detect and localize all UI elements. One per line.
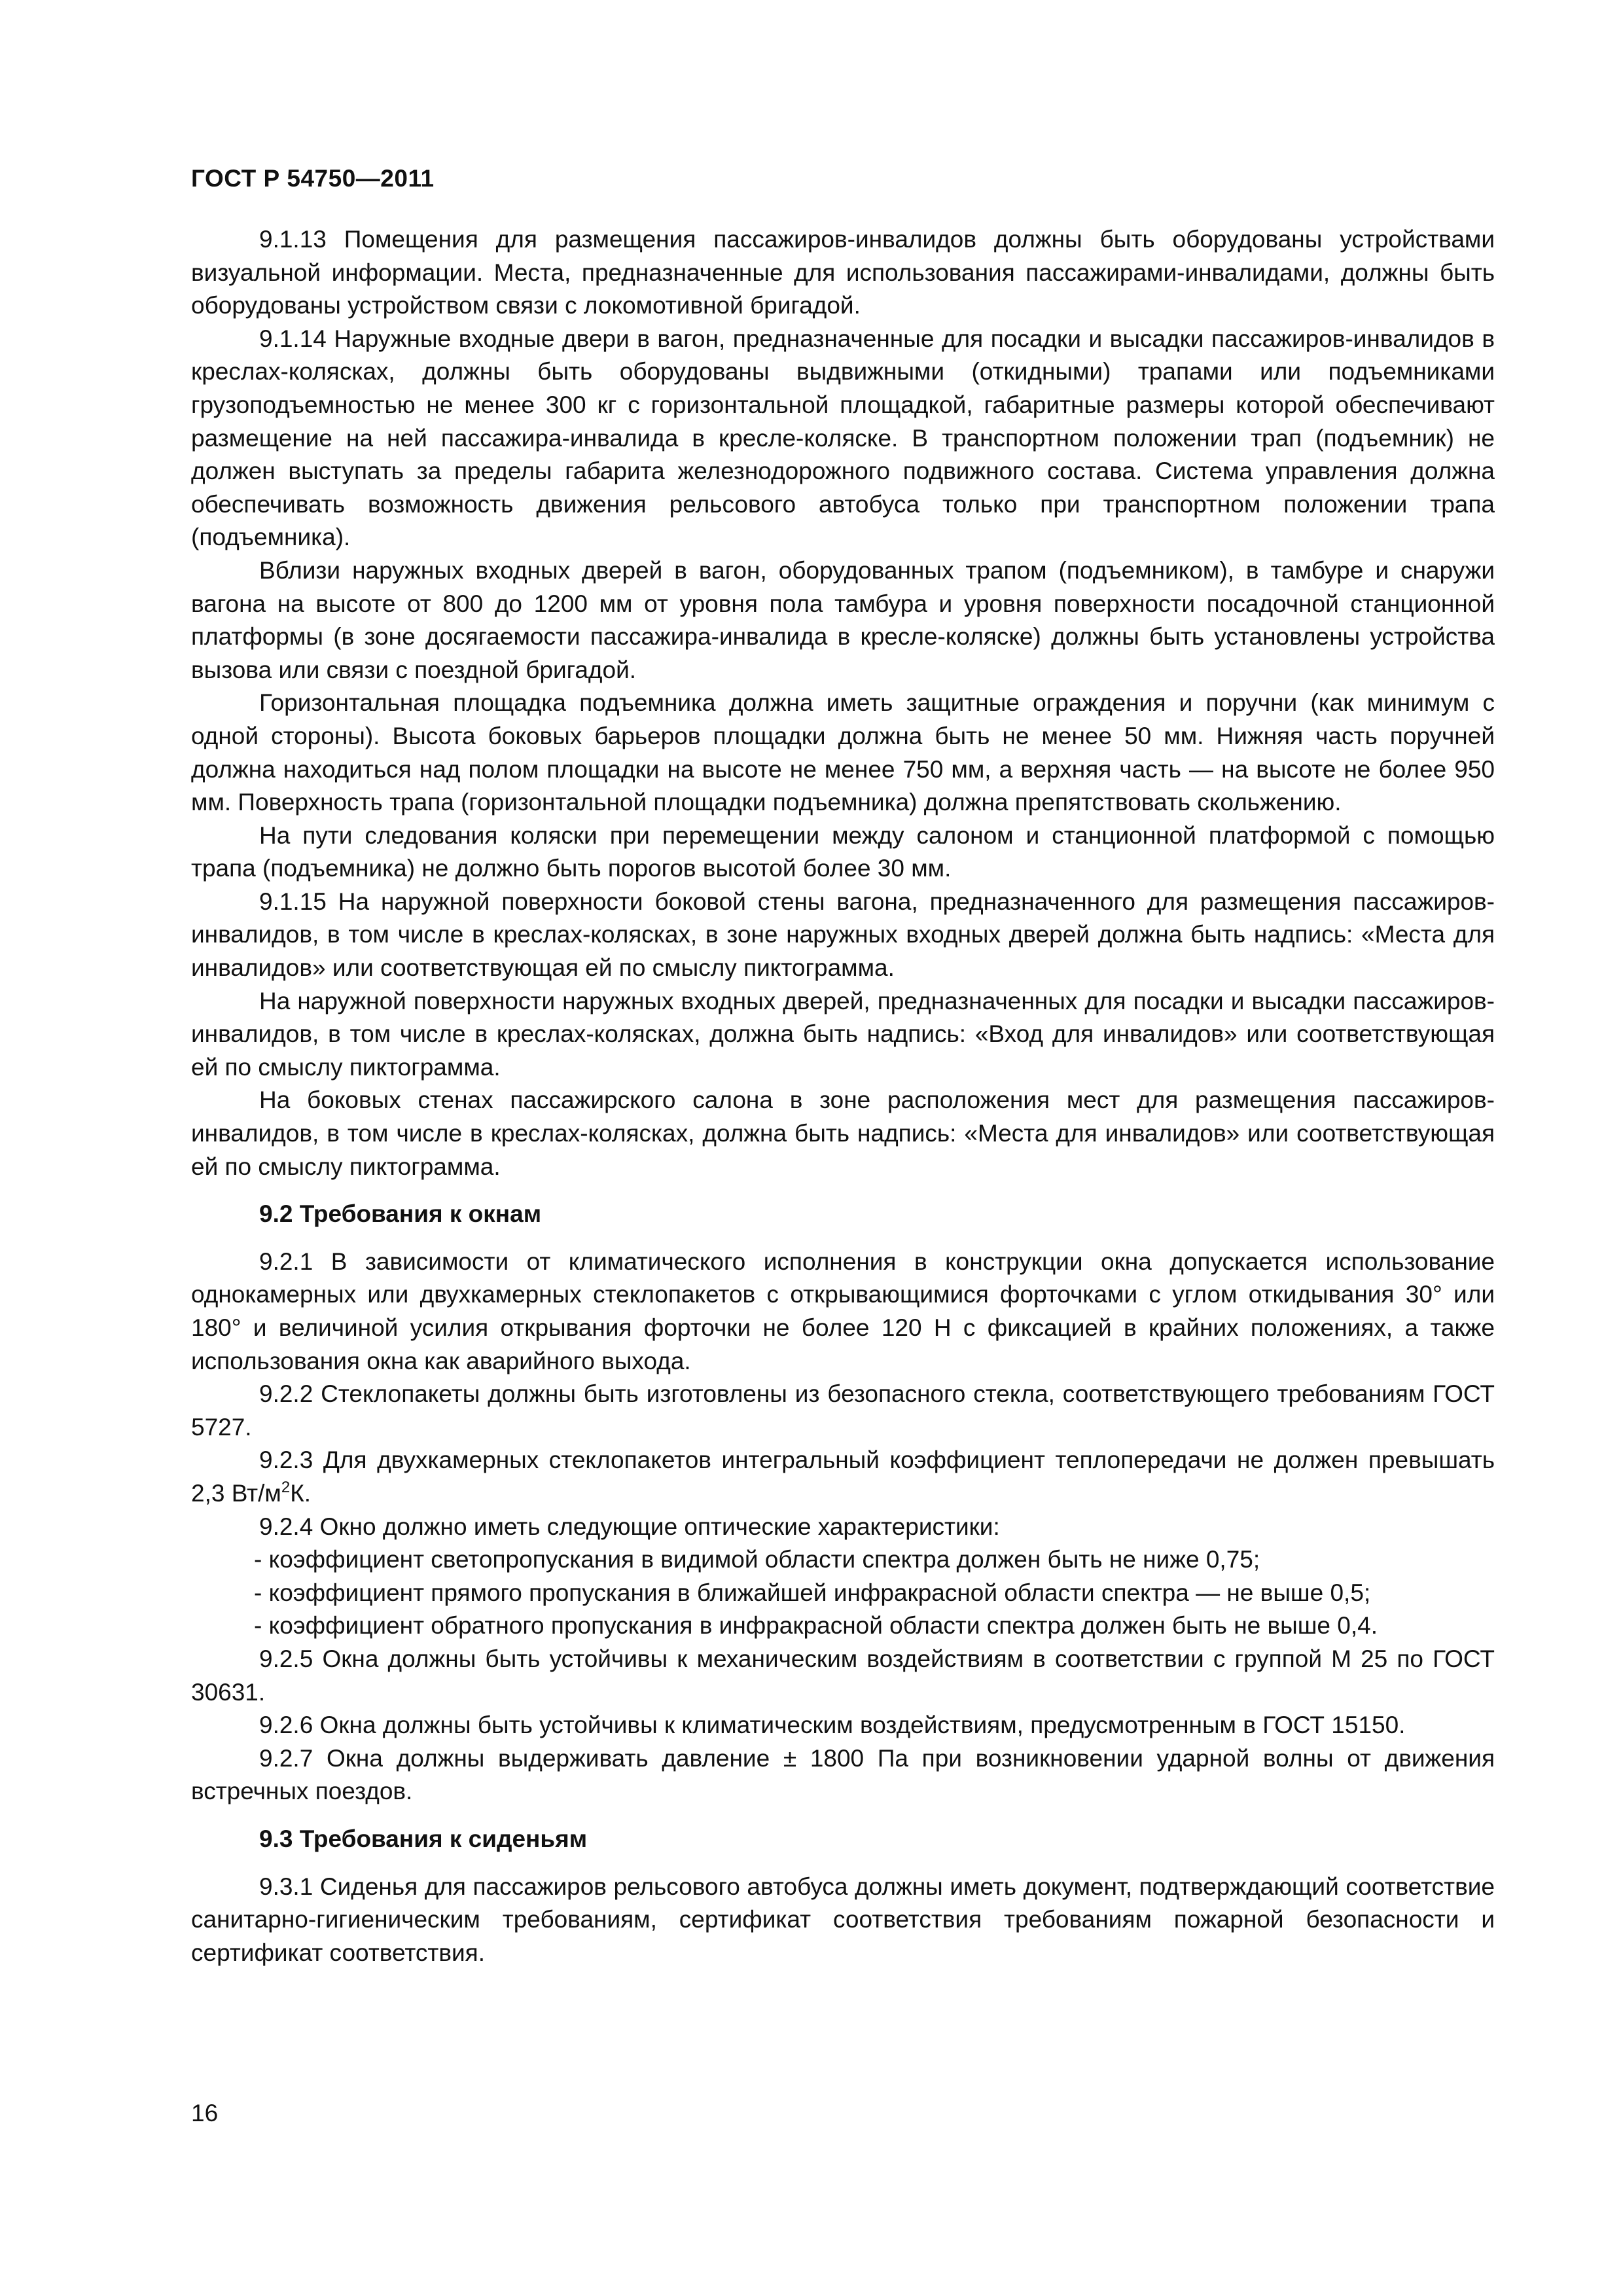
paragraph-lift-platform: Горизонтальная площадка подъемника должна иметь защитные ограждения и поручни (как минимум с одной стороны). Высота боковых барьеров площадки должна быть не менее 50 мм. Нижняя часть поручней должна находиться над полом площадки на высоте не менее 750 мм, а верхняя часть — на высоте не более 950 мм. Поверхность трапа (горизонтальной площадки подъемника) должна препятствовать скольжению. [191, 689, 1495, 816]
paragraph-9-3-1: 9.3.1 Сиденья для пассажиров рельсового автобуса должны иметь документ, подтверждающий соответствие санитарно-гигиеническим требованиям, сертификат соответствия требованиям пожарной безопасности и сертификат соответствия. [191, 1873, 1495, 1966]
list-item-light-transmission: - коэффициент светопропускания в видимой области спектра должен быть не ниже 0,75; [254, 1546, 1260, 1573]
paragraph-salon-sign: На боковых стенах пассажирского салона в зоне расположения мест для размещения пассажиров-инвалидов, в том числе в креслах-колясках, должна быть надпись: «Места для инвалидов» или соответствующая ей по смыслу пиктограмма. [191, 1086, 1495, 1180]
paragraph-9-2-6: 9.2.6 Окна должны быть устойчивы к климатическим воздействиям, предусмотренным в ГОСТ 15150. [259, 1712, 1406, 1739]
paragraph-thresholds: На пути следования коляски при перемещении между салоном и станционной платформой с помощью трапа (подъемника) не должно быть порогов высотой более 30 мм. [191, 821, 1495, 882]
paragraph-9-2-1: 9.2.1 В зависимости от климатического исполнения в конструкции окна допускается использование однокамерных или двухкамерных стеклопакетов с открывающимися форточками с углом откидывания 30° или 180° и величиной усилия открывания форточки не более 120 Н с фиксацией в крайних положениях, а также использования окна как аварийного выхода. [191, 1247, 1495, 1374]
paragraph-9-1-14: 9.1.14 Наружные входные двери в вагон, предназначенные для посадки и высадки пассажиров-инвалидов в креслах-колясках, должны быть оборудованы выдвижными (откидными) трапами или подъемниками грузоподъемностью не менее 300 кг с горизонтальной площадкой, габаритные размеры которой обеспечивают размещение на ней пассажира-инвалида в кресле-коляске. В транспортном положении трап (подъемник) не должен выступать за пределы габарита железнодорожного подвижного состава. Система управления должна обеспечивать возможность движения рельсового автобуса только при транспортном положении трапа (подъемника). [191, 325, 1495, 551]
paragraph-9-2-2: 9.2.2 Стеклопакеты должны быть изготовлены из безопасного стекла, соответствующего требованиям ГОСТ 5727. [191, 1380, 1495, 1441]
superscript: 2 [281, 1478, 291, 1496]
paragraph-call-devices: Вблизи наружных входных дверей в вагон, оборудованных трапом (подъемником), в тамбуре и снаружи вагона на высоте от 800 до 1200 мм от уровня пола тамбура и уровня поверхности посадочной станционной платформы (в зоне досягаемости пассажира-инвалида в кресле-коляске) должны быть установлены устройства вызова или связи с поездной бригадой. [191, 556, 1495, 683]
paragraph-door-sign: На наружной поверхности наружных входных дверей, предназначенных для посадки и высадки пассажиров-инвалидов, в том числе в креслах-колясках, должна быть надпись: «Вход для инвалидов» или соответствующая ей по смыслу пиктограмма. [191, 987, 1495, 1081]
paragraph-9-2-3 [191, 1444, 1495, 1510]
paragraph-9-1-15: 9.1.15 На наружной поверхности боковой стены вагона, предназначенного для размещения пассажиров-инвалидов, в том числе в креслах-колясках, в зоне наружных входных дверей должна быть надпись: «Места для инвалидов» или соответствующая ей по смыслу пиктограмма. [191, 888, 1495, 982]
document-body [191, 223, 1495, 1969]
section-heading-windows: 9.2 Требования к окнам [259, 1200, 542, 1228]
list-item-direct-transmission: - коэффициент прямого пропускания в ближайшей инфракрасной области спектра — не выше 0,5; [254, 1579, 1371, 1606]
paragraph-9-2-4: 9.2.4 Окно должно иметь следующие оптические характеристики: [259, 1513, 1000, 1540]
paragraph-9-1-13: 9.1.13 Помещения для размещения пассажиров-инвалидов должны быть оборудованы устройствами визуальной информации. Места, предназначенные для использования пассажирами-инвалидами, должны быть оборудованы устройством связи с локомотивной бригадой. [191, 226, 1495, 319]
page-number: 16 [191, 2100, 219, 2126]
paragraph-9-2-5: 9.2.5 Окна должны быть устойчивы к механическим воздействиям в соответствии с группой М 25 по ГОСТ 30631. [191, 1645, 1495, 1706]
paragraph-9-2-3-tail: К. [290, 1479, 312, 1507]
paragraph-9-2-3-text: 9.2.3 Для двухкамерных стеклопакетов интегральный коэффициент теплопередачи не должен превышать 2,3 Вт/м [191, 1446, 1495, 1507]
document-header: ГОСТ Р 54750—2011 [191, 165, 435, 192]
section-heading-seats: 9.3 Требования к сиденьям [259, 1825, 588, 1852]
list-item-reverse-transmission: - коэффициент обратного пропускания в инфракрасной области спектра должен быть не выше 0,4. [254, 1612, 1378, 1640]
paragraph-9-2-7: 9.2.7 Окна должны выдерживать давление ± 1800 Па при возникновении ударной волны от движения встречных поездов. [191, 1744, 1495, 1805]
